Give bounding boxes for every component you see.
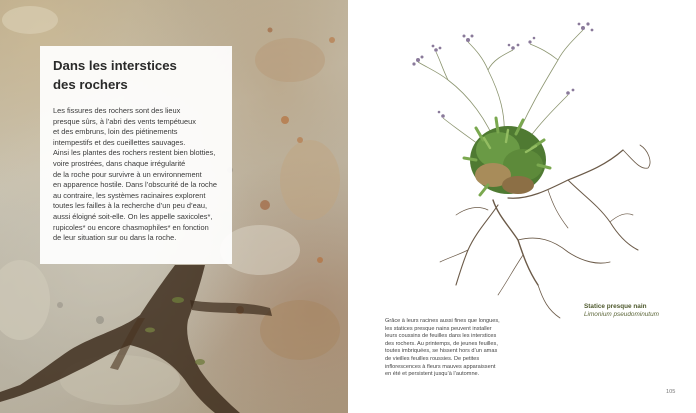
body-line: toutes les failles à la recherche d’un peu d’eau, bbox=[53, 201, 208, 211]
body-line: en apparence hostile. Dans l’obscurité de la roche bbox=[53, 180, 217, 190]
body-line: de leur situation sur ou dans la roche. bbox=[53, 233, 177, 243]
body-line: de la roche pour survivre à un environnement bbox=[53, 169, 202, 179]
page-number: 105 bbox=[666, 389, 676, 395]
body-line: Les fissures des rochers sont des lieux bbox=[53, 106, 181, 115]
caption-latin-name: Limonium pseudominutum bbox=[584, 311, 659, 318]
body-line: voire prostrées, dans chaque irrégularité bbox=[53, 158, 186, 168]
body-line: aussi éloigné soit-elle. On les appelle saxicoles*, bbox=[53, 211, 213, 221]
body-line: rupicoles* ou encore chasmophiles* en fonction bbox=[53, 222, 209, 232]
body-line: et des embruns, loin des piétinements bbox=[53, 127, 178, 137]
right-page bbox=[348, 0, 696, 413]
page-title bbox=[53, 56, 220, 94]
description-line: de vieilles feuilles roussies. De petites bbox=[385, 355, 480, 362]
description-line: en été et persistent jusqu’à l’automne. bbox=[385, 371, 480, 378]
caption-common-name: Statice presque nain bbox=[584, 303, 647, 310]
description-line: toutes imbriquées, se hissent hors d’un amas bbox=[385, 348, 498, 355]
leaf-cushion bbox=[464, 118, 550, 195]
description-line: leurs coussins de feuilles dans les interstices bbox=[385, 333, 497, 340]
body-line: au contraire, les systèmes racinaires explorent bbox=[53, 190, 206, 200]
description-line: Grâce à leurs racines aussi fines que longues, bbox=[385, 318, 500, 324]
title-line: Dans les interstices bbox=[53, 58, 177, 73]
intro-paragraph bbox=[53, 106, 220, 244]
description-line: les statices presque nains peuvent installer bbox=[385, 325, 492, 332]
intro-text-panel bbox=[40, 46, 232, 264]
body-line: Ainsi les plantes des rochers restent bien blotties, bbox=[53, 148, 216, 158]
flower-clusters bbox=[412, 22, 593, 117]
title-line: des rochers bbox=[53, 77, 128, 92]
description-line: inflorescences à fleurs mauves apparaissent bbox=[385, 363, 496, 370]
description-line: des rochers. Au printemps, de jeunes feuilles, bbox=[385, 340, 498, 347]
body-line: intempestifs et des cueillettes sauvages. bbox=[53, 137, 186, 147]
body-line: presque sûrs, à l’abri des vents tempétueux bbox=[53, 116, 196, 126]
plant-description bbox=[385, 318, 545, 379]
plant-roots bbox=[440, 145, 650, 318]
